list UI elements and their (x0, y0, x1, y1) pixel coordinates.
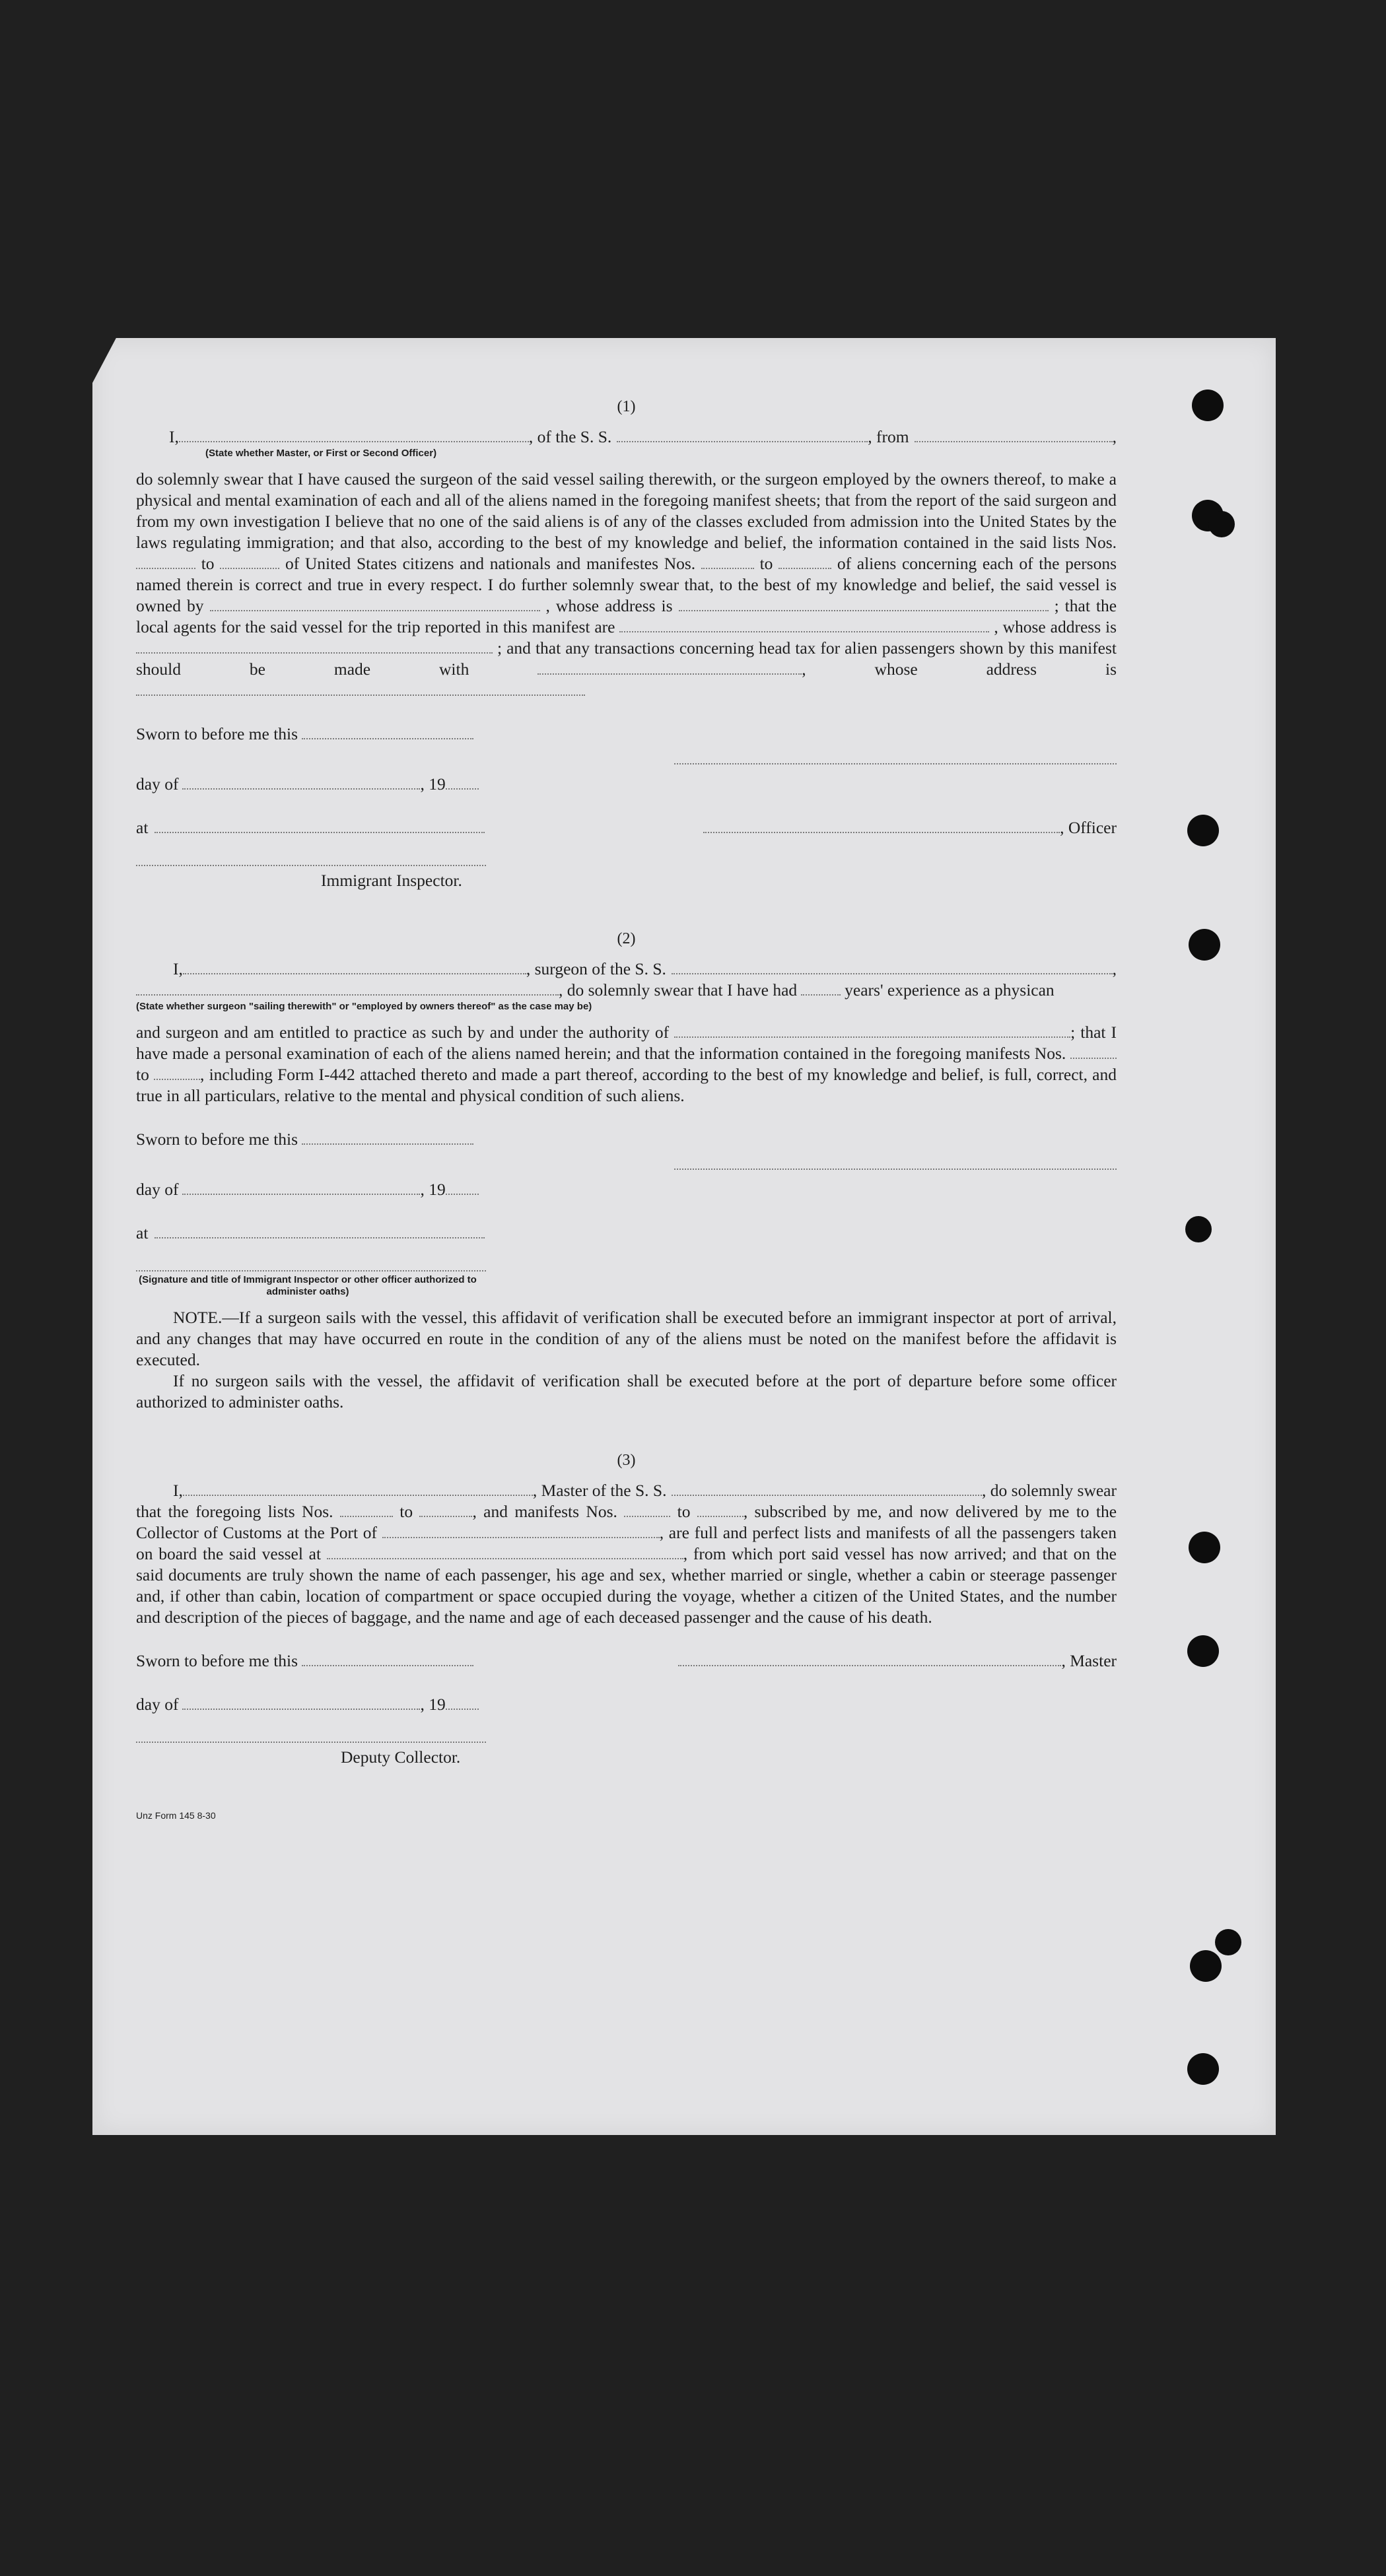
punch-hole (1208, 511, 1235, 537)
head-tax-address-field[interactable] (136, 681, 585, 696)
day-of-field[interactable] (182, 1695, 420, 1710)
i-label: I, (169, 427, 179, 446)
master-signature-field[interactable] (678, 1652, 1061, 1666)
vessel-name-field[interactable] (617, 428, 868, 442)
day-of-line: day of , 19 (136, 1179, 1117, 1200)
year-field[interactable] (446, 1695, 479, 1710)
section3-body: that the foregoing lists Nos. to , and manifests Nos. to , subscribed by me, and now delivered by me to the Collector of Customs at the Port of , are full and perfect lists and manifests of all the passengers taken on board the said vessel at , from which port said vessel has now arrived; and that on the said documents are truly shown the name of each passenger, his age and sex, whether married or single, whether a cabin or steerage passenger and, if other than cabin, location of compartment or space occupied during the voyage, whether a citizen of the United States, and the number and description of the pieces of baggage, and the name and age of each deceased passenger and the cause of his death. (136, 1502, 1117, 1627)
head-tax-field[interactable] (537, 660, 802, 675)
note-paragraph: If no surgeon sails with the vessel, the affidavit of verification shall be executed before at the port of departure before some officer authorized to administer oaths. (136, 1371, 1117, 1411)
authority-field[interactable] (674, 1023, 1070, 1038)
punch-hole (1187, 1635, 1219, 1667)
sworn-line: Sworn to before me this , Master (136, 1651, 1117, 1670)
section1-header-line: I, , of the S. S. , from , (169, 427, 1117, 446)
signature-line[interactable] (674, 1155, 1117, 1170)
surgeon-note: (State whether surgeon "sailing therewith" or "employed by owners thereof" as the case may be) (136, 1001, 592, 1012)
deputy-title: Deputy Collector. (341, 1747, 461, 1767)
signature-line[interactable] (674, 750, 1117, 764)
agents-address-field[interactable] (136, 639, 493, 654)
sworn-day-field[interactable] (302, 725, 473, 739)
agents-field[interactable] (619, 618, 989, 632)
master-vessel-field[interactable] (672, 1481, 982, 1496)
owner-field[interactable] (210, 597, 540, 611)
manifests-to-field[interactable] (779, 555, 831, 569)
from-label: , from (868, 427, 909, 446)
form-content (136, 396, 1117, 1826)
lists-to-field[interactable] (419, 1503, 472, 1517)
of-ss-label: , of the S. S. (528, 427, 612, 446)
sworn-line: Sworn to before me this (136, 1129, 1117, 1150)
officer-note: (State whether Master, or First or Second Officer) (205, 448, 437, 459)
surgeon-type-field[interactable] (136, 981, 559, 996)
master-name-field[interactable] (183, 1481, 533, 1496)
year-field[interactable] (446, 775, 479, 790)
officer-name-field[interactable] (179, 428, 529, 442)
section-number: (3) (617, 1452, 636, 1469)
at-field[interactable] (155, 819, 485, 833)
punch-hole (1192, 390, 1224, 421)
punch-hole (1215, 1929, 1241, 1955)
from-port-field[interactable] (915, 428, 1113, 442)
years-field[interactable] (801, 981, 841, 996)
at-field[interactable] (155, 1224, 485, 1238)
section-number: (2) (617, 930, 636, 947)
day-of-line: day of , 19 (136, 774, 1117, 795)
lists-to-field[interactable] (220, 555, 279, 569)
at-line: at (136, 1223, 1117, 1244)
lists-from-field[interactable] (340, 1503, 393, 1517)
note-paragraph: NOTE.—If a surgeon sails with the vessel, this affidavit of verification shall be executed before an immigrant inspector at port of arrival, and any changes that may have occurred en route in the condition of any of the aliens must be noted on the manifest before the affidavit is executed. (136, 1308, 1117, 1369)
lists-from-field[interactable] (136, 555, 195, 569)
sworn-day-field[interactable] (302, 1130, 473, 1145)
day-of-field[interactable] (182, 775, 420, 790)
manifests-from-field[interactable] (624, 1503, 670, 1517)
surgeon-name-field[interactable] (183, 960, 526, 974)
manifests-from-field[interactable] (701, 555, 754, 569)
punch-hole (1189, 1532, 1220, 1563)
section2-swear-line: , do solemnly swear that I have had years' experience as a physican (136, 980, 1117, 1001)
collector-port-field[interactable] (382, 1524, 660, 1538)
at-line: at , Officer (136, 818, 1117, 837)
punch-hole (1187, 815, 1219, 846)
punch-hole (1187, 2053, 1219, 2085)
form-id: Unz Form 145 8-30 (136, 1810, 216, 1821)
surgeon-vessel-field[interactable] (672, 960, 1113, 974)
officer-signature-field[interactable] (703, 819, 1060, 833)
punch-hole (1185, 1216, 1212, 1242)
section2-body: and surgeon and am entitled to practice as such by and under the authority of ; that I have made a personal examination of each of the aliens named herein; and that the information contained in the foregoing manifests Nos. to , including Form I-442 attached thereto and made a part thereof, according to the best of my knowledge and belief, is full, correct, and true in all particulars, relative to the mental and physical condition of such aliens. (136, 1023, 1117, 1105)
section3-header-line: I, , Master of the S. S. , do solemnly swear (173, 1481, 1117, 1500)
sworn-day-field[interactable] (302, 1652, 473, 1666)
section2-header-line: I, , surgeon of the S. S. , (173, 959, 1117, 978)
punch-hole (1189, 929, 1220, 961)
section1-body: do solemnly swear that I have caused the surgeon of the said vessel sailing therewith, or the surgeon employed by the owners thereof, to make a physical and mental examination of each and all of the aliens named in the foregoing manifest sheets; that from the report of the said surgeon and from my own investigation I believe that no one of the said aliens is of any of the classes excluded from admission into the United States by the laws regulating immigration; and that also, according to the best of my knowledge and belief, the information contained in the said lists Nos. to of United States citizens and nationals and manifestes Nos. to of aliens concerning each of the persons named therein is correct and true in every respect. I do further solemnly swear that, to the best of my knowledge and belief, the said vessel is owned by , whose address is ; that the local agents for the said vessel for the trip reported in this manifest are , whose address is ; and that any transactions concerning head tax for alien passengers shown by this manifest should be made with , whose address is (136, 469, 1117, 701)
inspector-title: Immigrant Inspector. (321, 871, 462, 890)
manifests-to-field[interactable] (697, 1503, 744, 1517)
day-of-line: day of , 19 (136, 1694, 1117, 1715)
owner-address-field[interactable] (679, 597, 1049, 611)
embarkation-port-field[interactable] (327, 1545, 683, 1559)
sworn-line: Sworn to before me this (136, 724, 1117, 745)
section-number: (1) (617, 398, 636, 415)
manifests-to-field[interactable] (154, 1066, 200, 1080)
punch-hole (1190, 1950, 1222, 1982)
signature-note: (Signature and title of Immigrant Inspector or other officer authorized to administer oaths) (139, 1274, 477, 1297)
year-field[interactable] (446, 1180, 479, 1195)
day-of-field[interactable] (182, 1180, 420, 1195)
manifests-from-field[interactable] (1070, 1044, 1117, 1059)
